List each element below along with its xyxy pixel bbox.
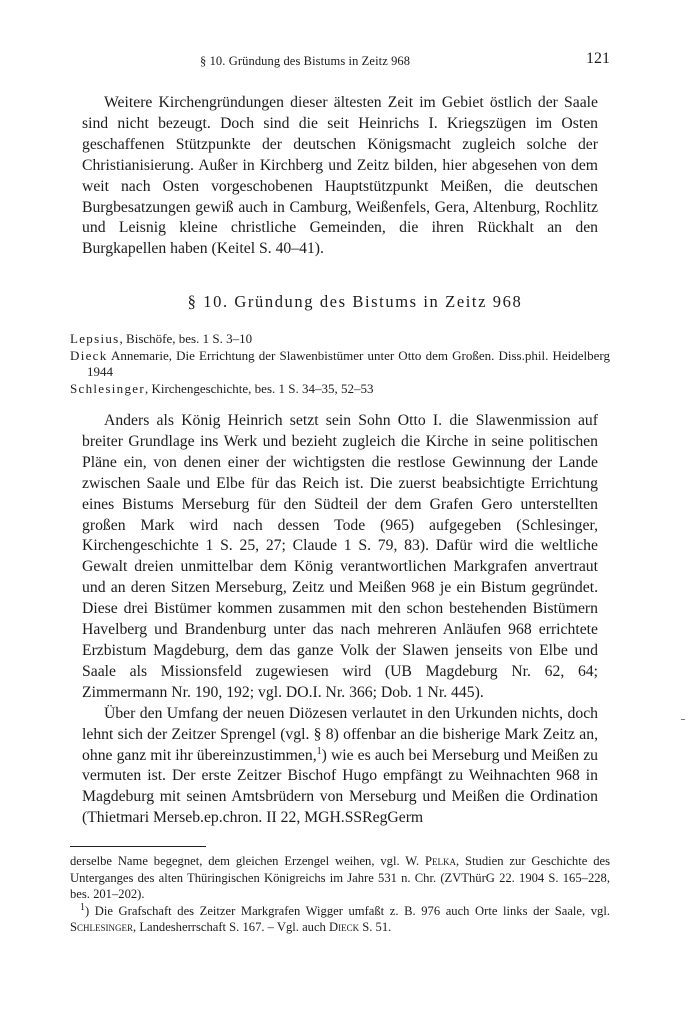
bibliography-text: , Kirchengeschichte, bes. 1 S. 34–35, 52–53 <box>144 380 374 396</box>
bibliography-text: , Bischöfe, bes. 1 S. 3–10 <box>119 331 253 346</box>
footnote-author: Schlesinger <box>70 920 134 935</box>
main-paragraph-2 <box>82 704 598 829</box>
main-paragraph-1: Anders als König Heinrich setzt sein Sohn Otto I. die Slawenmission auf breiter Grundlage ins Werk und bezieht zugleich die Kirche in seine politischen Pläne ein, von denen einer der wichtigsten die restlose Gewinnung der Lande zwischen Saale und Elbe für das Reich ist. Die zuerst beabsichtigte Errichtung eines Bistums Merseburg für den Südteil der dem Grafen Gero unterstellten großen Mark wird nach dessen Tode (965) aufgegeben (Schlesinger, Kirchengeschichte 1 S. 25, 27; Claude 1 S. 79, 83). Dafür wird die weltliche Gewalt dreien unmittelbar dem König verantwortlichen Markgrafen anvertraut und an deren Sitzen Merseburg, Zeitz und Meißen 968 je ein Bistum gegründet. Diese drei Bistümer kommen zusammen mit den schon bestehenden Bistümern Havelberg und Brandenburg unter das nach mehreren Anläufen 968 errichtete Erzbistum Magdeburg, dem das ganze Volk der Slawen jenseits von Elbe und Saale als Missionsfeld zugewiesen wird (UB Magdeburg Nr. 62, 64; Zimmermann Nr. 190, 192; vgl. DO.I. Nr. 366; Dob. 1 Nr. 445). <box>82 412 598 701</box>
paragraph-text: ) wie es auch bei Merseburg und Meißen zu vermuten ist. Der erste Zeitzer Bischof Hugo empfängt zu Weihnachten 968 in Magdeburg mit seinen Amtsbrüdern von Merseburg und Meißen die Ordination (Thietmari Merseb.ep.chron. II 22, MGH.SSRegGerm <box>82 746 598 827</box>
footnote-author: Dieck <box>329 920 360 935</box>
running-title: § 10. Gründung des Bistums in Zeitz 968 <box>200 54 411 68</box>
paragraph-text: Über den Umfang der neuen Diözesen verlautet in den Urkunden nichts, doch lehnt sich der Zeitzer Sprengel (vgl. § 8) offenbar an die bisherige Mark Zeitz an, ohne ganz mit ihr übereinzustimmen, <box>82 704 598 764</box>
bibliography-author: Schlesinger <box>70 380 145 396</box>
bibliography-entry <box>70 348 610 381</box>
footnote-reference[interactable]: 1 <box>316 745 322 757</box>
margin-mark <box>681 719 685 720</box>
section-heading: § 10. Gründung des Bistums in Zeitz 968 <box>187 292 523 311</box>
main-text <box>82 411 598 829</box>
intro-section <box>82 93 598 260</box>
footnote-text: , Landesherrschaft S. 167. – Vgl. auch <box>133 920 329 935</box>
footnote-text: S. 51. <box>359 920 392 935</box>
bibliography <box>70 331 610 397</box>
footnote-author: Pelka <box>425 854 457 868</box>
running-head <box>0 50 700 74</box>
footnote-text: , Studien zur Geschichte des Unterganges des alten Thüringischen Königreichs im Jahre 531 n. Chr. (ZVThürG 22. 1904 S. 165–228, bes. 201–202). <box>70 854 610 902</box>
footnote-continuation <box>70 853 610 903</box>
footnote-text: derselbe Name begegnet, dem gleichen Erzengel weihen, vgl. W. <box>70 854 426 868</box>
footnote-text: ) Die Grafschaft des Zeitzer Markgrafen Wigger umfaßt z. B. 976 auch Orte links der Saale, vgl. <box>85 903 610 918</box>
bibliography-author: Dieck <box>70 347 108 363</box>
footnotes <box>70 853 610 936</box>
bibliography-text: Annemarie, Die Errichtung der Slawenbistümer unter Otto dem Großen. Diss.phil. Heidelberg 1944 <box>87 347 610 380</box>
intro-paragraph: Weitere Kirchengründungen dieser ältesten Zeit im Gebiet östlich der Saale sind nicht bezeugt. Doch sind die seit Heinrichs I. Kriegszügen im Osten geschaffenen Stützpunkte der deutschen Königsmacht zugleich solche der Christianisierung. Außer in Kirchberg und Zeitz bilden, hier abgesehen von dem weit nach Osten vorgeschobenen Hauptstützpunkt Meißen, die deutschen Burgbesatzungen gewiß auch in Camburg, Weißenfels, Gera, Altenburg, Rochlitz und Leisnig kleine christliche Gemeinden, die ihren Rückhalt an den Burgkapellen haben (Keitel S. 40–41). <box>82 94 598 258</box>
bibliography-author: Lepsius <box>70 331 120 346</box>
footnote-1 <box>70 903 610 936</box>
footnote-rule <box>70 846 206 847</box>
footnote-marker: 1 <box>80 901 85 913</box>
page-number: 121 <box>586 50 610 67</box>
bibliography-entry <box>70 381 610 398</box>
bibliography-entry <box>70 331 610 348</box>
